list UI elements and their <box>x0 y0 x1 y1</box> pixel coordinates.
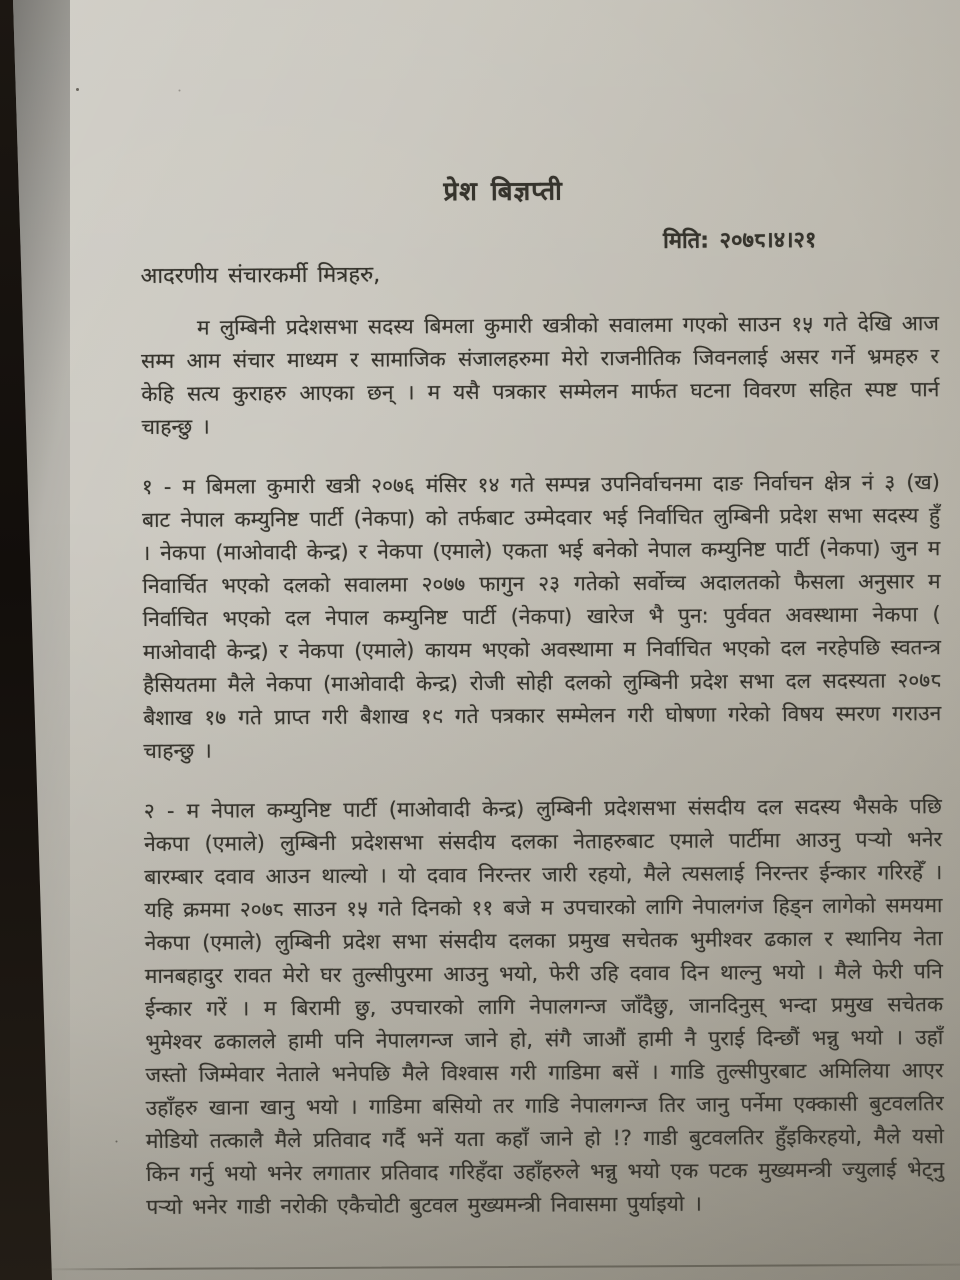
numbered-paragraph-1: १ - म बिमला कुमारी खत्री २०७६ मंसिर १४ गते सम्पन्न उपनिर्वाचनमा दाङ निर्वाचन क्षेत्र नं ३ (ख) बाट नेपाल कम्युनिष्ट पार्टी (नेकपा) को तर्फबाट उम्मेदवार भई निर्वाचित लुम्बिनी प्रदेश सभा सदस्य हुँ । नेकपा (माओवादी केन्द्र) र नेकपा (एमाले) एकता भई बनेको नेपाल कम्युनिष्ट पार्टी (नेकपा) जुन म निवार्चित भएको दलको सवालमा २०७७ फागुन २३ गतेको सर्वोच्च अदालतको फैसला अनुसार म निर्वाचित भएको दल नेपाल कम्युनिष्ट पार्टी (नेकपा) खारेज भै पुन: पुर्ववत अवस्थामा नेकपा ( माओवादी केन्द्र) र नेकपा (एमाले) कायम भएको अवस्थामा म निर्वाचित भएको दल नरहेपछि स्वतन्त्र हैसियतमा मैले नेकपा (माओवादी केन्द्र) रोजी सोही दलको लुम्बिनी प्रदेश सभा दल सदस्यता २०७८ बैशाख १७ गते प्राप्त गरी बैशाख १९ गते पत्रकार सम्मेलन गरी घोषणा गरेको विषय स्मरण गराउन चाहन्छु । <box>141 470 942 763</box>
dust-speck <box>76 88 79 91</box>
document-date: मिति: २०७८।४।२१ <box>663 227 817 254</box>
salutation-line: आदरणीय संचारकर्मी मित्रहरु, <box>140 262 381 289</box>
press-release-document <box>140 173 944 1224</box>
document-title: प्रेश बिज्ञप्ती <box>443 176 563 208</box>
document-meta-row <box>140 219 939 312</box>
intro-paragraph: म लुम्बिनी प्रदेशसभा सदस्य बिमला कुमारी खत्रीको सवालमा गएको साउन १५ गते देखि आज सम्म आम संचार माध्यम र सामाजिक संजालहरुमा मेरो राजनीतिक जिवनलाई असर गर्ने भ्रमहरु र केहि सत्य कुराहरु आएका छन् । म यसै पत्रकार सम्मेलन मार्फत घटना विवरण सहित स्पष्ट पार्न चाहन्छु । <box>141 311 940 439</box>
numbered-paragraph-2: २ - म नेपाल कम्युनिष्ट पार्टी (माओवादी केन्द्र) लुम्बिनी प्रदेशसभा संसदीय दल सदस्य भैसके पछि नेकपा (एमाले) लुम्बिनी प्रदेशसभा संसदीय दलका नेताहरुबाट एमाले पार्टीमा आउनु पऱ्यो भनेर बारम्बार दवाव आउन थाल्यो । यो दवाव निरन्तर जारी रहयो, मैले त्यसलाई निरन्तर ईन्कार गरिरहेँ । यहि क्रममा २०७८ साउन १५ गते दिनको ११ बजे म उपचारको लागि नेपालगंज हिड्न लागेको समयमा नेकपा (एमाले) लुम्बिनी प्रदेश सभा संसदीय दलका प्रमुख सचेतक भुमीश्वर ढकाल र स्थानिय नेता मानबहादुर रावत मेरो घर तुल्सीपुरमा आउनु भयो, फेरी उहि दवाव दिन थाल्नु भयो । मैले फेरी पनि ईन्कार गरें । म बिरामी छु, उपचारको लागि नेपालगन्ज जाँदैछु, जानदिनुस् भन्दा प्रमुख सचेतक भुमेश्वर ढकालले हामी पनि नेपालगन्ज जाने हो, संगै जाऔं हामी नै पुराई दिन्छौं भन्नु भयो । उहाँ जस्तो जिम्मेवार नेताले भनेपछि मैले विश्वास गरी गाडिमा बसें । गाडि तुल्सीपुरबाट अमिलिया आएर उहाँहरु खाना खानु भयो । गाडिमा बसियो तर गाडि नेपालगन्ज तिर जानु पर्नेमा एक्कासी बुटवलतिर मोडियो तत्कालै मैले प्रतिवाद गर्दै भनें यता कहाँ जाने हो !? गाडी बुटवलतिर हुँइकिरहयो, मैले यसो किन गर्नु भयो भनेर लगातार प्रतिवाद गरिहँदा उहाँहरुले भन्नु भयो एक पटक मुख्यमन्त्री ज्युलाई भेट्नु पऱ्यो भनेर गाडी नरोकी एकैचोटी बुटवल मुख्यमन्त्री निवासमा पुर्याइयो । <box>143 794 945 1219</box>
